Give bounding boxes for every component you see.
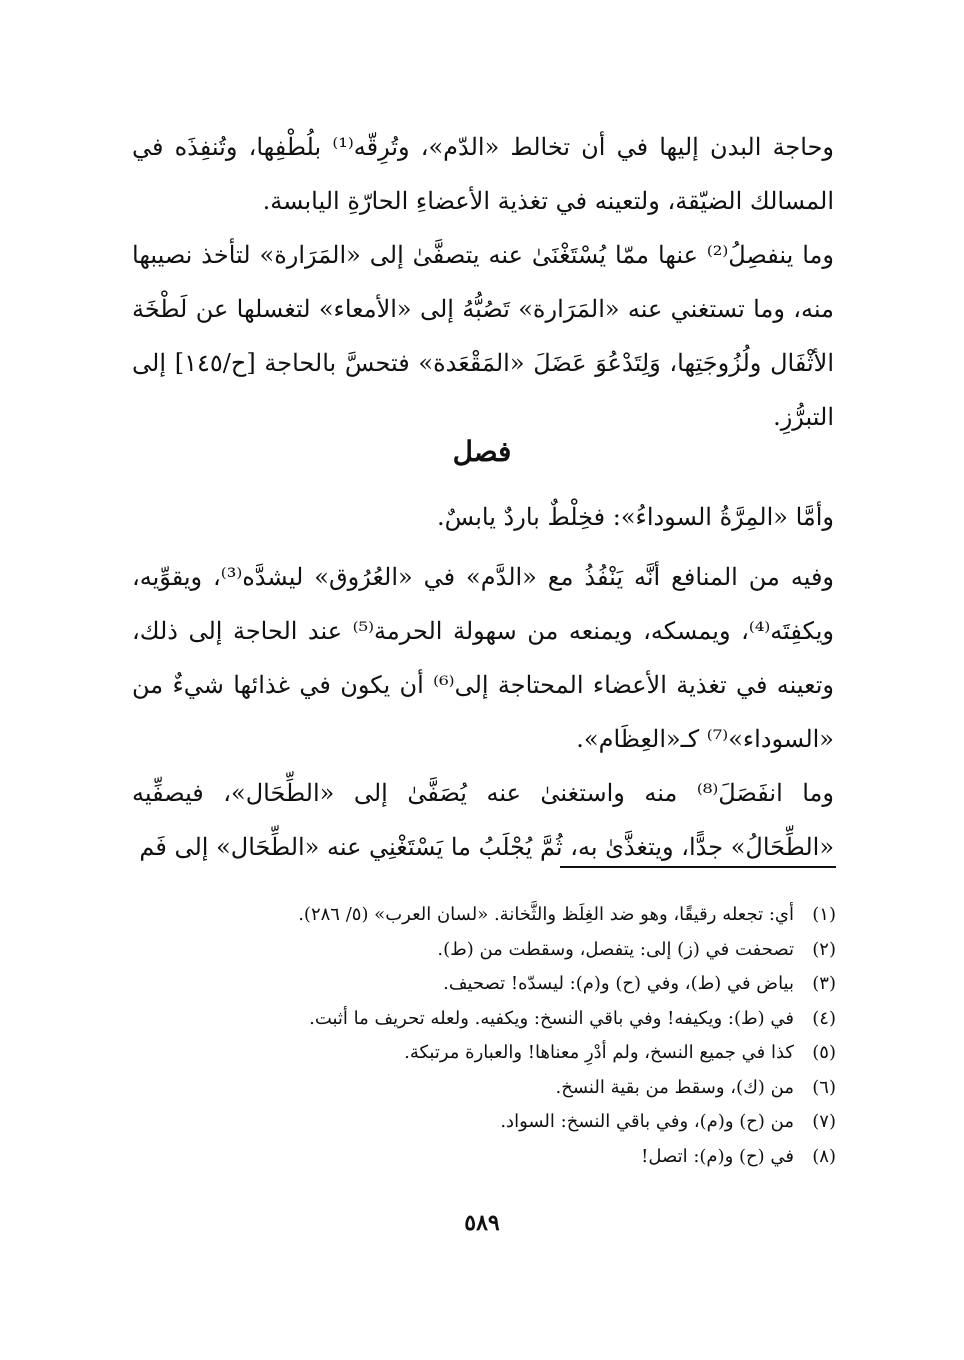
paragraph-spleen: وما انفَصَلَ⁽⁸⁾ منه واستغنىٰ عنه يُصَفَّىٰ إلى «الطِّحَال»، فيصفِّيه «الطِّحَالُ» جدًّا، ويتغذَّىٰ به، ثُمَّ يُجْلَبُ ما يَسْتَغْنِي عنه «الطِّحَال» إلى فَم <box>132 779 834 861</box>
footnote-text: في (ط): ويكيفه! وفي باقي النسخ: ويكفيه. ولعله تحريف ما أثبت. <box>309 1007 794 1029</box>
footnote-item <box>150 1140 836 1175</box>
footnote-number: (٤) <box>812 1007 836 1029</box>
footnote-text: كذا في جميع النسخ، ولم أدْرِ معناها! والعبارة مرتبكة. <box>404 1042 794 1063</box>
page-number: ٥٨٩ <box>464 1210 500 1236</box>
footnote-item <box>150 933 836 968</box>
footnote-number: (٥) <box>812 1042 836 1063</box>
footnote-text: أي: تجعله رقيقًا، وهو ضد الغِلَظ والثَّخانة. «لسان العرب» (٥/ ٢٨٦). <box>298 904 794 925</box>
footnote-number: (٢) <box>812 938 836 960</box>
footnote-item <box>150 1071 836 1106</box>
footnote-item <box>150 1105 836 1140</box>
footnote-number: (٣) <box>812 973 836 994</box>
footnote-divider <box>560 866 836 868</box>
footnote-item <box>150 967 836 1002</box>
footnote-text: تصحفت في (ز) إلى: يتفصل، وسقطت من (ط). <box>437 938 794 960</box>
footnote-text: في (ح) و(م): اتصل! <box>641 1145 794 1167</box>
footnote-item <box>150 1036 836 1071</box>
footnote-item <box>150 898 836 933</box>
footnote-item <box>150 1002 836 1037</box>
paragraph-blood-need: وحاجة البدن إليها في أن تخالط «الدّم»، وتُرِقّه⁽¹⁾ بلُطْفِها، وتُنفِذَه في المسالك الضيّقة، ولتعينه في تغذية الأعضاءِ الحارّةِ اليابسة. <box>132 133 835 215</box>
paragraph-bile-separation: وما ينفصِلُ⁽²⁾ عنها ممّا يُسْتَغْنَىٰ عنه يتصفَّىٰ إلى «المَرَارة» لتأخذ نصيبها منه، وما تستغني عنه «المَرَارة» تَصُبُّهُ إلى «الأمعاء» لتغسلها عن لَطْخَة الأثْفَال ولُزُوجَتِها، وَلِتَدْعُوَ عَضَلَ «المَقْعَدة» فتحسَّ بالحاجة [ح/١٤٥] إلى التبرُّزِ. <box>132 241 834 431</box>
paragraph-black-bile: وأمَّا «المِرَّةُ السوداءُ»: فخِلْطٌ باردٌ يابسٌ. <box>437 503 834 531</box>
paragraph-benefits: وفيه من المنافع أنَّه يَنْفُذُ مع «الدَّم» في «العُرُوق» ليشدَّه⁽³⁾، ويقوِّيه، ويكفِتَه⁽⁴⁾، ويمسكه، ويمنعه من سهولة الحرمة⁽⁵⁾ عند الحاجة إلى ذلك، وتعينه في تغذية الأعضاء المحتاجة إلى⁽⁶⁾ أن يكون في غذائها شيءٌ من «السوداء»⁽⁷⁾ كـ«العِظَام». <box>132 563 835 753</box>
footnotes-list <box>150 898 836 1174</box>
footnote-number: (٧) <box>812 1111 836 1132</box>
footnote-text: من (ح) و(م)، وفي باقي النسخ: السواد. <box>500 1111 794 1132</box>
footnote-text: من (ك)، وسقط من بقية النسخ. <box>555 1076 794 1098</box>
footnote-number: (٨) <box>812 1145 836 1167</box>
footnote-number: (٦) <box>812 1076 836 1098</box>
section-heading: فصل <box>452 435 512 468</box>
footnote-text: بياض في (ط)، وفي (ح) و(م): ليسدّه! تصحيف. <box>443 973 794 994</box>
footnote-number: (١) <box>812 904 836 925</box>
